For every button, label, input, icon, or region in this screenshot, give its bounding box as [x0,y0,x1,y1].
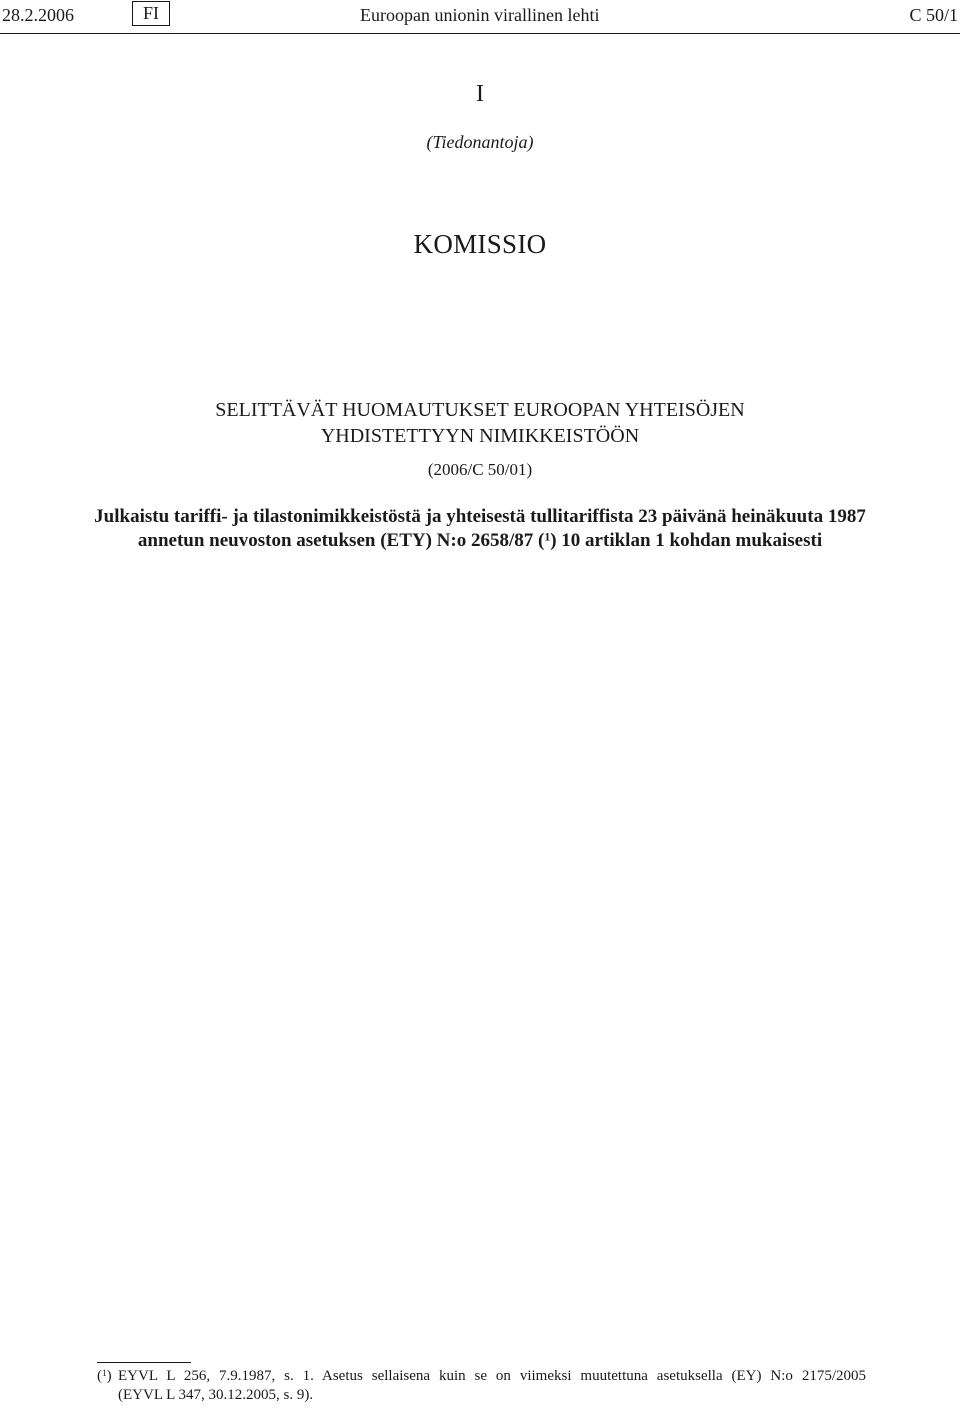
footnote-mark [97,1367,112,1386]
document-description [60,505,900,553]
publication-title: Euroopan unionin virallinen lehti [360,5,600,25]
footnote-mark-close: ) [106,1368,112,1384]
document-reference: (2006/C 50/01) [427,460,533,479]
description-text-before: Julkaistu tariffi- ja tilastonimikkeistöstä ja yhteisestä tullitariffista 23 päivänä heinäkuuta 1987 annetun neuvoston asetuksen (ETY) N:o 2658/87 ( [94,506,866,551]
document-title [0,397,960,449]
description-text-after: ) 10 artiklan 1 kohdan mukaisesti [550,530,823,551]
publication-date: 28.2.2006 [2,5,74,25]
institution-heading: KOMISSIO [413,229,547,259]
section-number: I [476,81,484,107]
document-title-line-2: YHDISTETTYYN NIMIKKEISTÖÖN [320,425,640,447]
footnote-mark-number: 1 [102,1368,107,1379]
footnote-reference-mark[interactable]: 1 [544,530,551,544]
footnote-line-1: EYVL L 256, 7.9.1987, s. 1. Asetus sellaisena kuin se on viimeksi muutettuna asetuksella (EY) N:o 2175/2005 [118,1368,866,1384]
language-badge: FI [132,1,170,26]
section-subtitle: (Tiedonantoja) [426,132,534,152]
page-reference: C 50/1 [909,5,958,25]
footnote-separator [97,1362,191,1363]
footnote-line-2: (EYVL L 347, 30.12.2005, s. 9). [118,1387,314,1403]
footnote-mark-open: ( [97,1368,102,1384]
header-rule [0,33,960,34]
footnote-1 [97,1367,866,1405]
document-title-line-1: SELITTÄVÄT HUOMAUTUKSET EUROOPAN YHTEISÖJEN [215,399,745,421]
page-header [0,0,960,32]
